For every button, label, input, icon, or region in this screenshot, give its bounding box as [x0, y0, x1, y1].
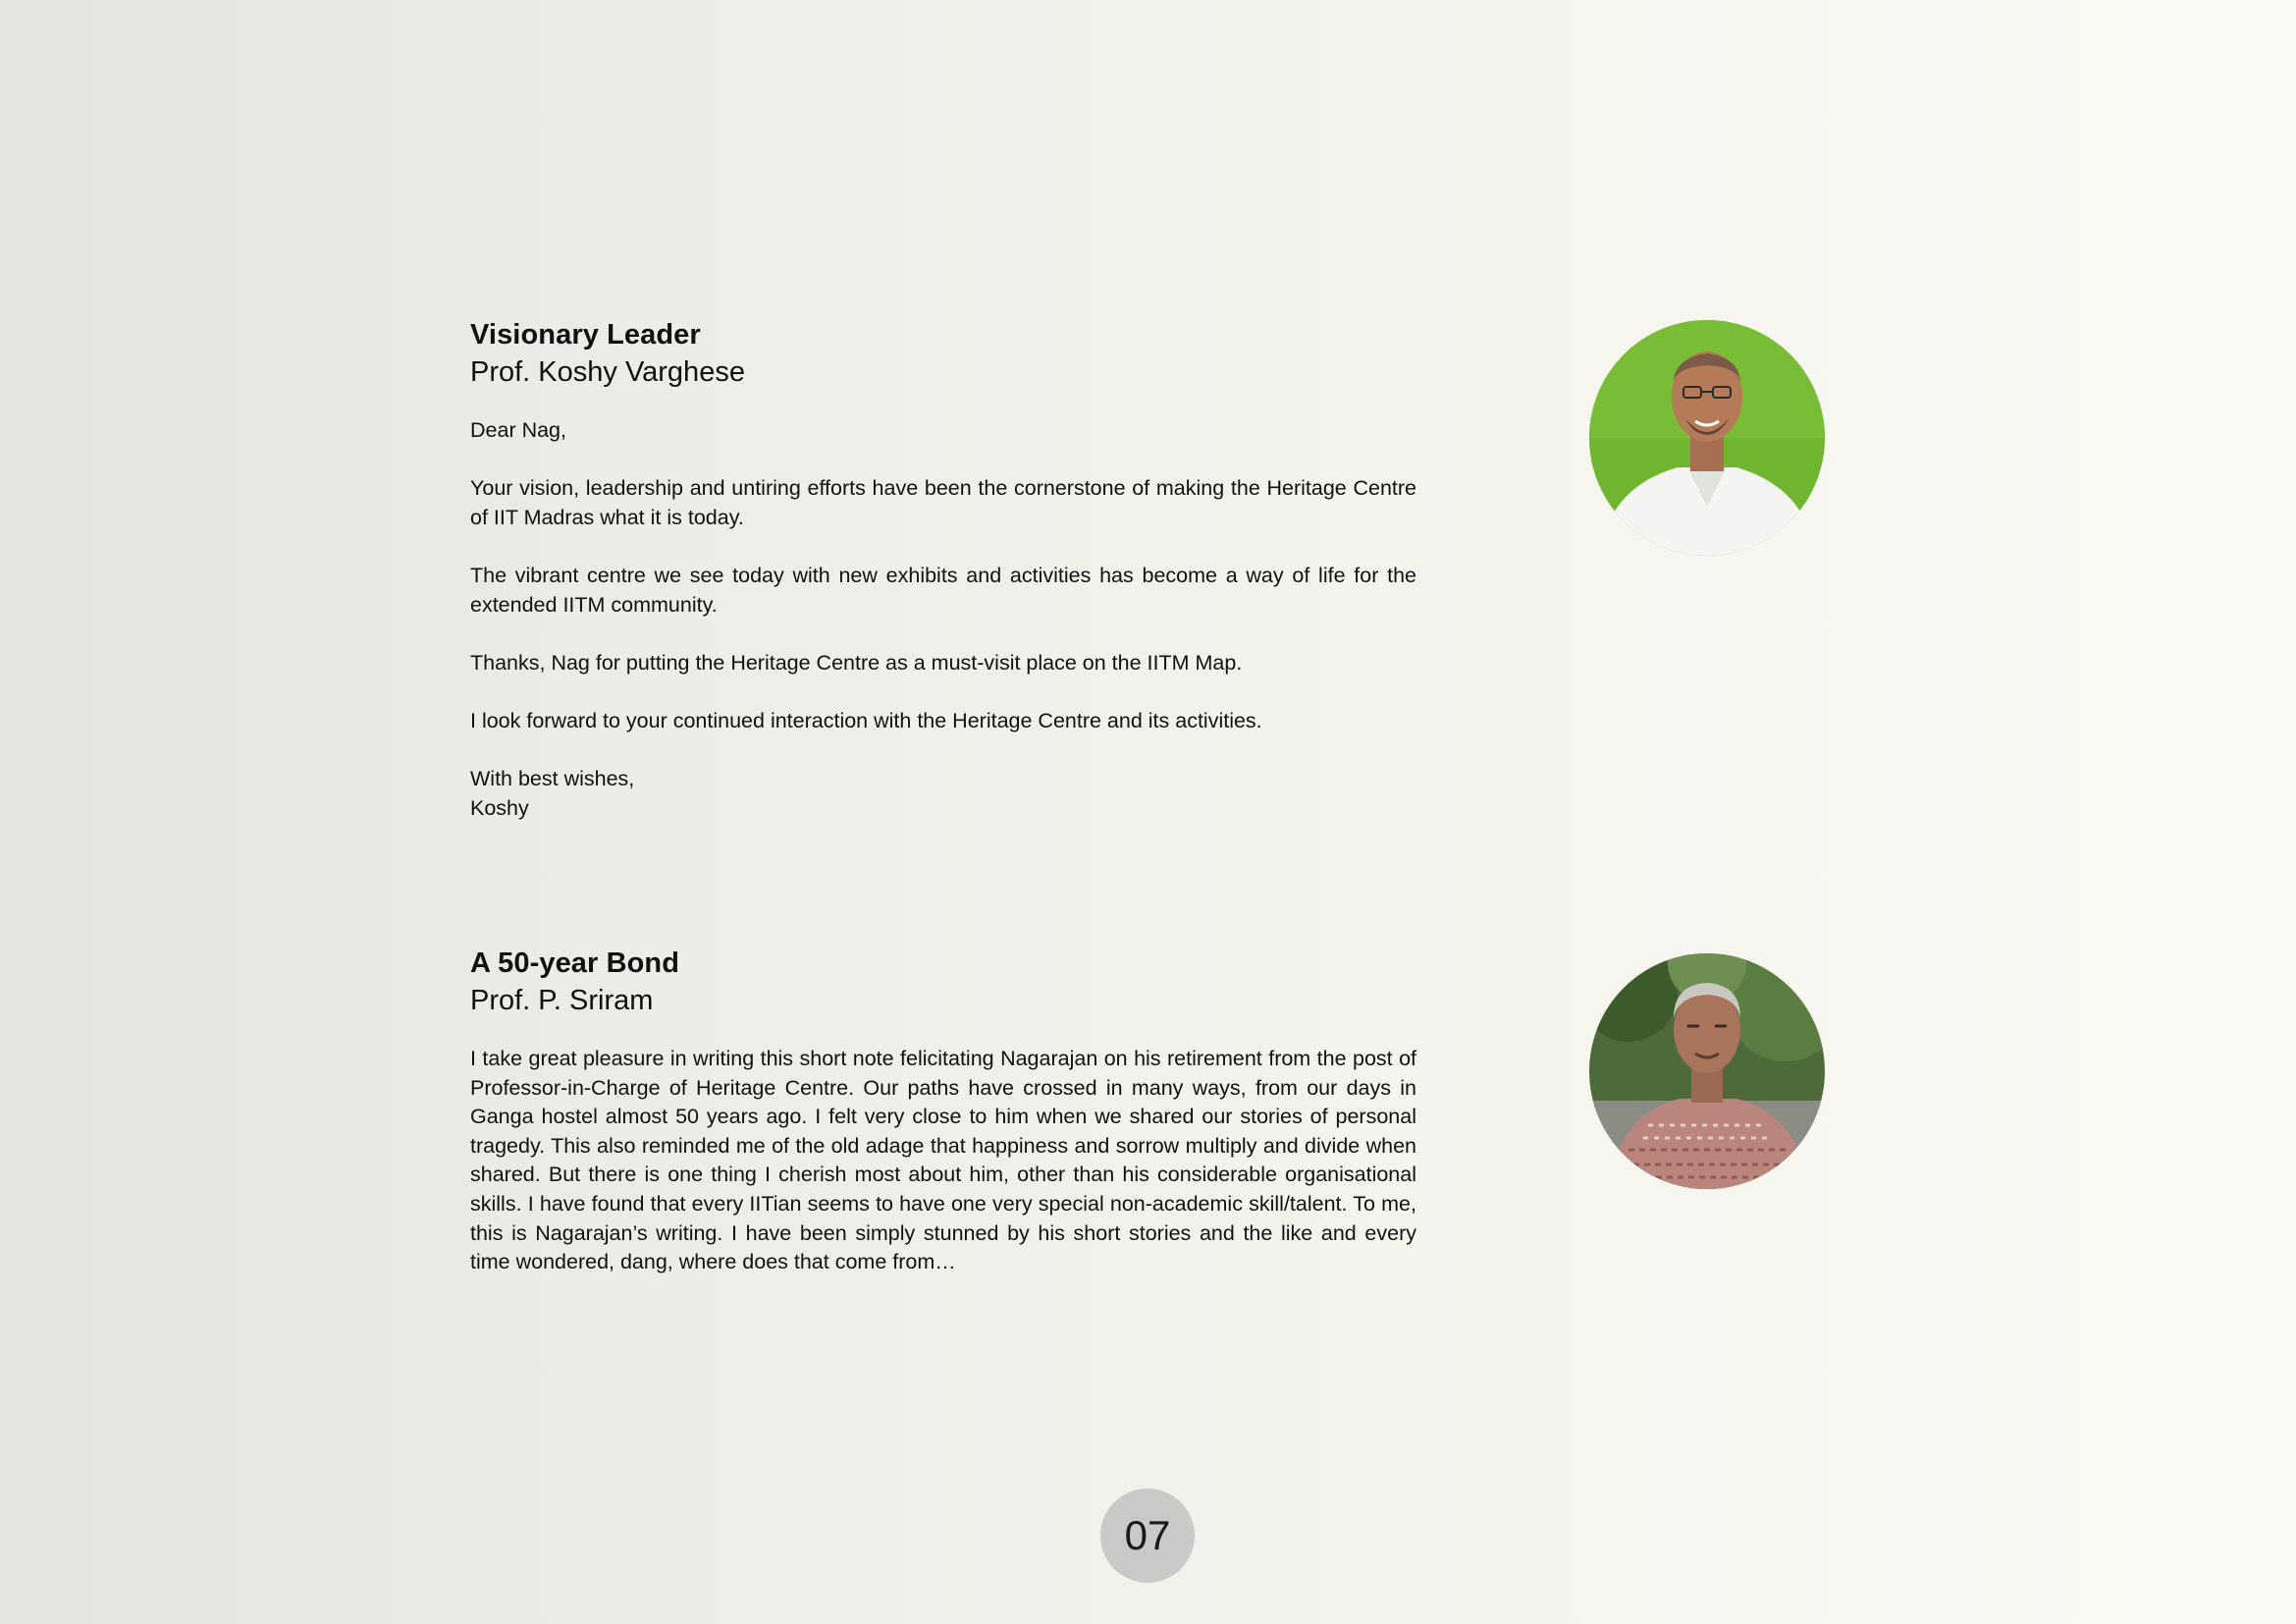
- page-number: 07: [1100, 1489, 1195, 1583]
- paragraph: Your vision, leadership and untiring efforts have been the cornerstone of making the Heritage Centre of IIT Madras what it is today.: [470, 476, 1416, 529]
- signature: Koshy: [470, 795, 529, 820]
- paragraph: Thanks, Nag for putting the Heritage Centre as a must-visit place on the IITM Map.: [470, 650, 1243, 675]
- section-visionary-leader: [470, 316, 1416, 823]
- section-author: Prof. Koshy Varghese: [470, 356, 745, 388]
- signoff: [470, 765, 1416, 823]
- portrait-p-sriram: [1589, 953, 1825, 1189]
- portrait-koshy-varghese: [1589, 320, 1825, 556]
- section-author: Prof. P. Sriram: [470, 985, 654, 1016]
- closing: With best wishes,: [470, 767, 635, 791]
- paragraph: I look forward to your continued interaction with the Heritage Centre and its activities.: [470, 708, 1262, 732]
- paragraph: The vibrant centre we see today with new exhibits and activities has become a way of life for the extended IITM community.: [470, 563, 1416, 617]
- portrait-p-sriram-image: [1589, 953, 1825, 1189]
- paragraph: I take great pleasure in writing this short note felicitating Nagarajan on his retirement from the post of Professor-in-Charge of Heritage Centre. Our paths have crossed in many ways, from our days in Ganga hostel almost 50 years ago. I felt very close to him when we shared our stories of personal tragedy. This also reminded me of the old adage that happiness and sorrow multiply and divide when shared. But there is one thing I cherish most about him, other than his considerable organisational skills. I have found that every IITian seems to have one very special non-academic skill/talent. To me, this is Nagarajan’s writing. I have been simply stunned by his short stories and the like and every time wondered, dang, where does that come from…: [470, 1047, 1416, 1274]
- letter-body: [470, 416, 1416, 823]
- letter-body: [470, 1045, 1416, 1277]
- section-title: Visionary Leader: [470, 319, 701, 351]
- portrait-koshy-varghese-image: [1589, 320, 1825, 556]
- section-title: A 50-year Bond: [470, 947, 680, 979]
- section-fifty-year-bond: [470, 945, 1416, 1277]
- salutation: Dear Nag,: [470, 418, 566, 442]
